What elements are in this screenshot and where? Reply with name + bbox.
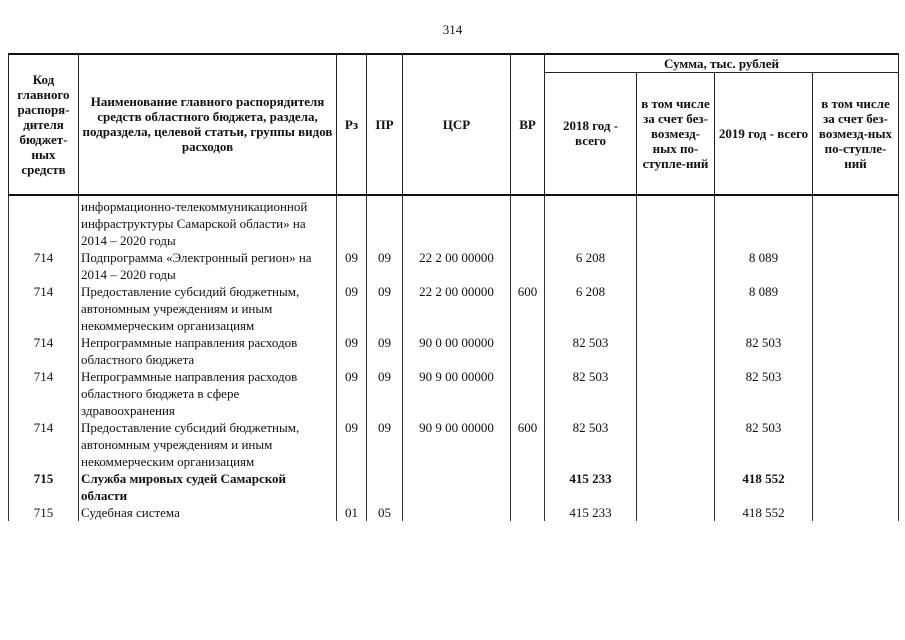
cell-2018-total: 82 503 — [545, 334, 637, 368]
cell-rz: 09 — [337, 283, 367, 334]
header-rz: Рз — [337, 54, 367, 195]
cell-rz: 09 — [337, 419, 367, 470]
cell-code: 714 — [9, 249, 79, 283]
cell-2019-total: 418 552 — [715, 504, 813, 521]
cell-code: 715 — [9, 470, 79, 504]
cell-csr — [403, 195, 511, 249]
cell-2019-total — [715, 195, 813, 249]
cell-2019-total: 82 503 — [715, 334, 813, 368]
cell-2018-free — [637, 334, 715, 368]
cell-csr: 90 9 00 00000 — [403, 368, 511, 419]
cell-name: Подпрограмма «Электронный регион» на 2014 – 2020 годы — [79, 249, 337, 283]
cell-vr — [511, 249, 545, 283]
cell-rz — [337, 470, 367, 504]
header-row — [9, 54, 899, 73]
table-row — [9, 334, 899, 368]
cell-csr — [403, 504, 511, 521]
cell-vr — [511, 470, 545, 504]
cell-name: Непрограммные направления расходов областного бюджета — [79, 334, 337, 368]
cell-2018-free — [637, 504, 715, 521]
cell-2018-total: 82 503 — [545, 368, 637, 419]
cell-pr — [367, 470, 403, 504]
cell-rz: 09 — [337, 334, 367, 368]
header-2019-total: 2019 год - всего — [715, 73, 813, 195]
cell-code: 714 — [9, 368, 79, 419]
cell-vr — [511, 195, 545, 249]
cell-rz: 09 — [337, 249, 367, 283]
table-row — [9, 283, 899, 334]
cell-2018-free — [637, 419, 715, 470]
cell-name: информационно-телекоммуникационной инфраструктуры Самарской области» на 2014 – 2020 годы — [79, 195, 337, 249]
cell-vr: 600 — [511, 419, 545, 470]
cell-name: Служба мировых судей Самарской области — [79, 470, 337, 504]
cell-csr: 90 9 00 00000 — [403, 419, 511, 470]
cell-vr — [511, 368, 545, 419]
cell-2018-free — [637, 283, 715, 334]
cell-rz: 09 — [337, 368, 367, 419]
cell-name: Судебная система — [79, 504, 337, 521]
cell-2018-free — [637, 368, 715, 419]
table-row — [9, 504, 899, 521]
cell-2018-total: 415 233 — [545, 504, 637, 521]
cell-2018-free — [637, 470, 715, 504]
cell-name: Предоставление субсидий бюджетным, автономным учреждениям и иным некоммерческим организациям — [79, 283, 337, 334]
cell-2018-free — [637, 195, 715, 249]
cell-2019-total: 82 503 — [715, 368, 813, 419]
cell-vr: 600 — [511, 283, 545, 334]
cell-csr: 90 0 00 00000 — [403, 334, 511, 368]
cell-pr: 05 — [367, 504, 403, 521]
table-row — [9, 249, 899, 283]
cell-2019-free — [813, 470, 899, 504]
cell-pr — [367, 195, 403, 249]
cell-2019-free — [813, 419, 899, 470]
cell-vr — [511, 504, 545, 521]
cell-2018-total: 415 233 — [545, 470, 637, 504]
table-body — [9, 195, 899, 521]
header-pr: ПР — [367, 54, 403, 195]
cell-2019-free — [813, 368, 899, 419]
header-2019-free: в том числе за счет без-возмезд-ных по-ступле-ний — [813, 73, 899, 195]
cell-2019-total: 8 089 — [715, 249, 813, 283]
table-row — [9, 419, 899, 470]
cell-pr: 09 — [367, 249, 403, 283]
cell-2019-free — [813, 334, 899, 368]
cell-name: Непрограммные направления расходов областного бюджета в сфере здравоохранения — [79, 368, 337, 419]
table-row — [9, 195, 899, 249]
cell-csr: 22 2 00 00000 — [403, 249, 511, 283]
header-sum-group: Сумма, тыс. рублей — [545, 54, 899, 73]
table-row — [9, 368, 899, 419]
cell-pr: 09 — [367, 368, 403, 419]
header-vr: ВР — [511, 54, 545, 195]
table-row — [9, 470, 899, 504]
cell-name: Предоставление субсидий бюджетным, автономным учреждениям и иным некоммерческим организациям — [79, 419, 337, 470]
cell-2018-total: 6 208 — [545, 249, 637, 283]
cell-code: 714 — [9, 419, 79, 470]
header-code: Код главного распоря-дителя бюджет-ных средств — [9, 54, 79, 195]
cell-code: 714 — [9, 283, 79, 334]
cell-2019-total: 418 552 — [715, 470, 813, 504]
cell-code: 715 — [9, 504, 79, 521]
cell-pr: 09 — [367, 419, 403, 470]
cell-rz — [337, 195, 367, 249]
cell-code: 714 — [9, 334, 79, 368]
cell-pr: 09 — [367, 334, 403, 368]
cell-vr — [511, 334, 545, 368]
page-number: 314 — [442, 22, 463, 37]
cell-rz: 01 — [337, 504, 367, 521]
cell-2018-total: 6 208 — [545, 283, 637, 334]
cell-csr — [403, 470, 511, 504]
cell-csr: 22 2 00 00000 — [403, 283, 511, 334]
cell-pr: 09 — [367, 283, 403, 334]
cell-2019-total: 82 503 — [715, 419, 813, 470]
header-csr: ЦСР — [403, 54, 511, 195]
cell-code — [9, 195, 79, 249]
header-2018-total: 2018 год - всего — [545, 73, 637, 195]
cell-2019-free — [813, 249, 899, 283]
cell-2019-free — [813, 195, 899, 249]
cell-2019-free — [813, 504, 899, 521]
cell-2018-free — [637, 249, 715, 283]
header-2018-free: в том числе за счет без-возмезд-ных по-ступле-ний — [637, 73, 715, 195]
header-name: Наименование главного распорядителя средств областного бюджета, раздела, подраздела, целевой статьи, группы видов расходов — [79, 54, 337, 195]
cell-2018-total — [545, 195, 637, 249]
cell-2019-free — [813, 283, 899, 334]
cell-2019-total: 8 089 — [715, 283, 813, 334]
budget-table — [8, 53, 899, 521]
cell-2018-total: 82 503 — [545, 419, 637, 470]
